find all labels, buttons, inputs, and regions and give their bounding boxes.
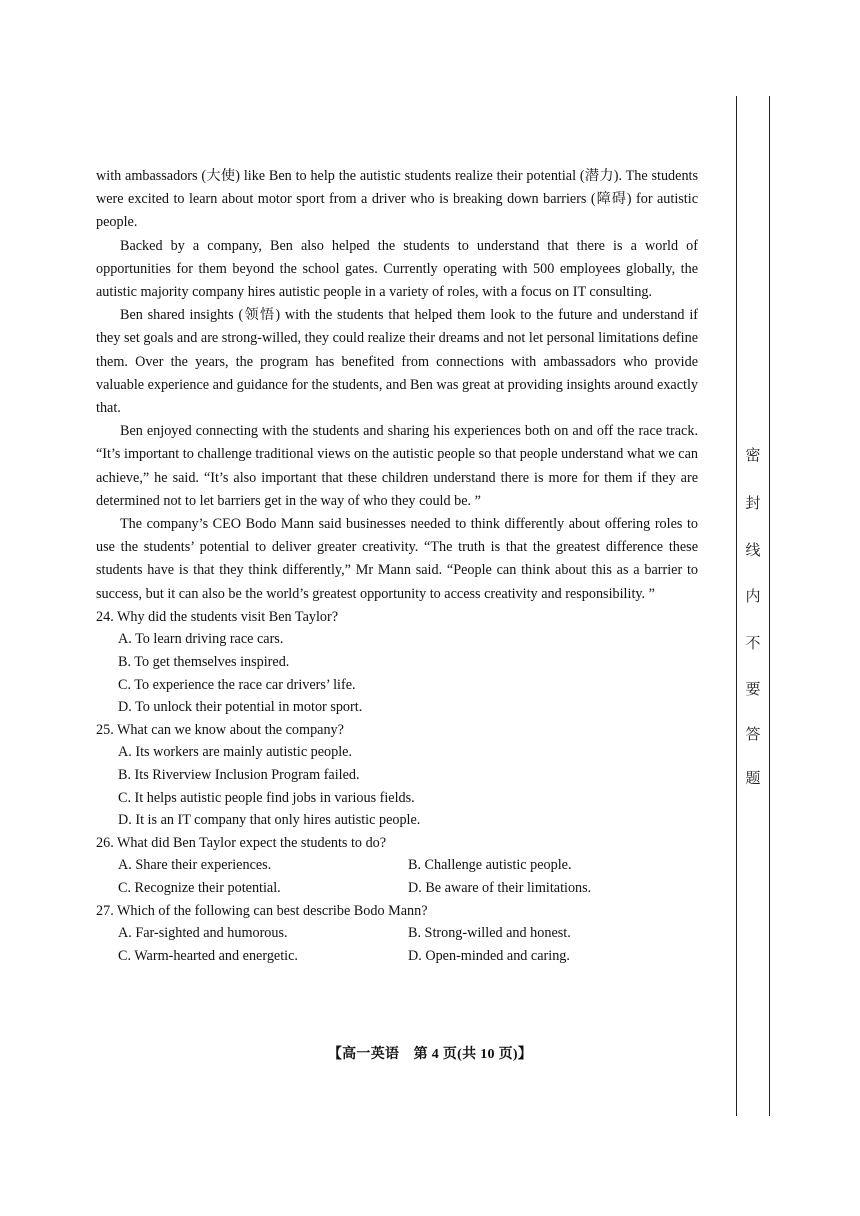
binding-margin [736,96,770,1116]
option-d: D. It is an IT company that only hires autistic people. [118,812,421,829]
passage-paragraph: Ben shared insights (领悟) with the students that helped them look to the future and understand if they set goals and are strong-willed, they could realize their dreams and not let personal limitations define them. Over the years, the program has benefited from connections with ambassadors who provide valuable experience and guidance for the students, and Ben was great at providing insights around exactly that. [96,307,698,417]
passage-paragraph: Ben enjoyed connecting with the students and sharing his experiences both on and off the race track. “It’s important to challenge traditional views on the autistic people so that people understand what we can achieve,” he said. “It’s also important that these children understand there is more for them if they are determined not to let barriers get in the way of who they could be. ” [96,423,698,509]
seal-character: 线 [745,543,761,559]
option-b: B. To get themselves inspired. [118,654,290,671]
page-footer: 【高一英语 第 4 页(共 10 页)】 [327,1047,533,1062]
seal-character: 题 [745,771,761,787]
option-d: D. Open-minded and caring. [408,947,570,964]
option-a: A. Far-sighted and humorous. [118,925,288,942]
option-c: C. It helps autistic people find jobs in various fields. [118,789,415,806]
seal-character: 密 [745,448,761,464]
option-a: A. Share their experiences. [118,857,272,874]
seal-character: 不 [745,636,761,652]
question-24 [96,606,698,719]
option-c: C. Recognize their potential. [118,879,281,896]
option-c: C. Warm-hearted and energetic. [118,947,298,964]
reading-passage [96,165,698,967]
binding-line [769,96,770,1116]
option-b: B. Challenge autistic people. [408,857,572,874]
option-d: D. To unlock their potential in motor sport. [118,699,363,716]
question-stem: 27. Which of the following can best describe Bodo Mann? [96,902,428,919]
question-27 [96,900,698,968]
passage-paragraph: The company’s CEO Bodo Mann said businesses needed to think differently about offering roles to use the students’ potential to deliver greater creativity. “The truth is that the greatest difference these students have is that they think differently,” Mr Mann said. “People can think about this as a barrier to success, but it can also be the world’s greatest opportunity to access creativity and responsibility. ” [96,516,698,602]
question-25 [96,719,698,832]
binding-line [736,96,737,1116]
option-a: A. To learn driving race cars. [118,631,284,648]
option-c: C. To experience the race car drivers’ life. [118,676,356,693]
question-stem: 24. Why did the students visit Ben Taylor? [96,608,339,625]
passage-paragraph: Backed by a company, Ben also helped the students to understand that there is a world of opportunities for them beyond the school gates. Currently operating with 500 employees globally, the autistic majority company hires autistic people in a variety of roles, with a focus on IT consulting. [96,237,698,301]
seal-character: 封 [745,496,761,512]
passage-paragraph: with ambassadors (大使) like Ben to help the autistic students realize their potential (潜力). The students were excited to learn about motor sport from a driver who is breaking down barriers (障碍) for autistic people. [96,168,698,231]
option-b: B. Its Riverview Inclusion Program failed. [118,767,360,784]
question-26 [96,832,698,900]
option-d: D. Be aware of their limitations. [408,879,592,896]
option-b: B. Strong-willed and honest. [408,925,571,942]
question-stem: 25. What can we know about the company? [96,721,344,738]
seal-character: 答 [745,727,761,743]
option-a: A. Its workers are mainly autistic people. [118,744,353,761]
question-stem: 26. What did Ben Taylor expect the students to do? [96,834,387,851]
seal-character: 要 [745,682,761,698]
seal-character: 内 [745,589,761,605]
